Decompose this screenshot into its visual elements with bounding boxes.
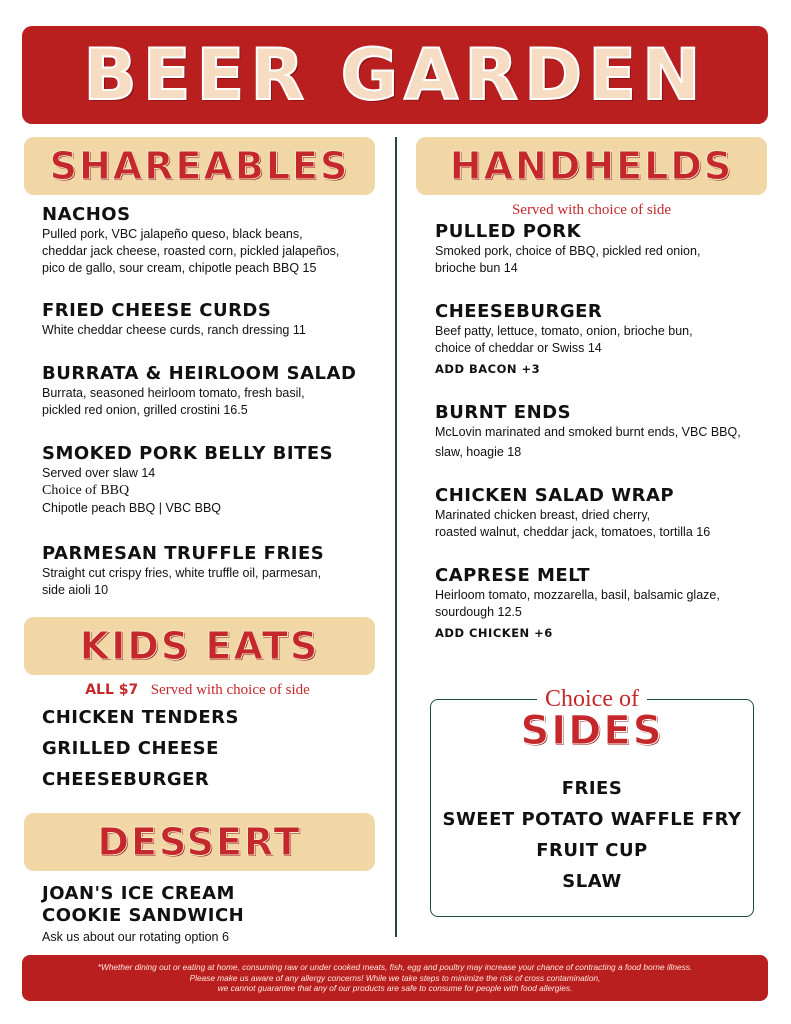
- menu-item-burrata-salad: [42, 363, 356, 419]
- menu-item-pulled-pork: [435, 221, 700, 277]
- handhelds-heading: HANDHELDS: [449, 144, 734, 188]
- item-desc-line: Served over slaw 14: [42, 466, 156, 480]
- item-desc-line: Pulled pork, VBC jalapeño queso, black beans,: [42, 227, 303, 241]
- side-item: FRUIT CUP: [536, 840, 648, 861]
- handhelds-header: [416, 137, 767, 195]
- item-desc-line: Straight cut crispy fries, white truffle oil, parmesan,: [42, 566, 322, 580]
- menu-item-nachos: [42, 204, 339, 277]
- sides-list: [430, 773, 754, 897]
- allergy-disclaimer: [22, 955, 768, 1001]
- sides-heading: SIDES: [520, 708, 664, 754]
- menu-item-pork-belly-bites: [42, 443, 333, 517]
- item-desc-line: Heirloom tomato, mozzarella, basil, balsamic glaze,: [435, 588, 720, 602]
- item-desc-line: cheddar jack cheese, roasted corn, pickled jalapeños,: [42, 244, 340, 258]
- item-name: FRIED CHEESE CURDS: [42, 300, 272, 321]
- column-divider: [395, 137, 397, 937]
- item-desc-line: side aioli 10: [42, 583, 109, 597]
- item-name: NACHOS: [42, 204, 131, 225]
- side-item: SWEET POTATO WAFFLE FRY: [442, 809, 742, 830]
- item-desc-line: slaw, hoagie 18: [435, 445, 522, 459]
- kids-side-note: Served with choice of side: [150, 682, 310, 698]
- item-desc-line: White cheddar cheese curds, ranch dressing 11: [42, 323, 306, 337]
- title-banner: [22, 26, 768, 124]
- item-desc-line: Marinated chicken breast, dried cherry,: [435, 508, 651, 522]
- menu-item-truffle-fries: [42, 543, 324, 599]
- kids-note: [0, 681, 395, 699]
- kids-price-note: ALL $7: [85, 682, 139, 698]
- item-desc-line: Burrata, seasoned heirloom tomato, fresh basil,: [42, 386, 305, 400]
- item-name: SMOKED PORK BELLY BITES: [42, 443, 334, 464]
- disclaimer-line: Please make us aware of any allergy concerns! While we take steps to minimize the risk of cross contamination,: [189, 972, 601, 983]
- item-name-line: COOKIE SANDWICH: [42, 905, 245, 926]
- item-desc-line: Smoked pork, choice of BBQ, pickled red onion,: [435, 244, 701, 258]
- kids-header: [24, 617, 375, 675]
- bbq-choice-options: Chipotle peach BBQ | VBC BBQ: [42, 501, 222, 515]
- side-item: FRIES: [561, 778, 623, 799]
- item-name: CHEESEBURGER: [435, 301, 603, 322]
- menu-item-caprese-melt: [435, 565, 720, 640]
- menu-item-chicken-salad-wrap: [435, 485, 710, 541]
- item-name: PULLED PORK: [435, 221, 582, 242]
- item-desc-line: sourdough 12.5: [435, 605, 522, 619]
- item-desc-line: Beef patty, lettuce, tomato, onion, brioche bun,: [435, 324, 693, 338]
- item-name: PARMESAN TRUFFLE FRIES: [42, 543, 325, 564]
- shareables-heading: SHAREABLES: [49, 144, 350, 188]
- item-desc-line: pickled red onion, grilled crostini 16.5: [42, 403, 248, 417]
- item-name: BURRATA & HEIRLOOM SALAD: [42, 363, 357, 384]
- sides-choice-label: Choice of: [537, 686, 647, 712]
- kids-item: CHICKEN TENDERS: [42, 707, 239, 728]
- handhelds-side-note: Served with choice of side: [511, 202, 672, 218]
- page-title: BEER GARDEN: [83, 34, 707, 116]
- bbq-choice-label: Choice of BBQ: [42, 483, 130, 498]
- dessert-heading: DESSERT: [97, 820, 302, 864]
- addon-bacon: ADD BACON +3: [435, 362, 541, 376]
- item-name: CAPRESE MELT: [435, 565, 590, 586]
- dessert-header: [24, 813, 375, 871]
- item-name: BURNT ENDS: [435, 402, 572, 423]
- kids-heading: KIDS EATS: [79, 624, 320, 668]
- handhelds-note: [416, 201, 767, 219]
- item-desc-line: Ask us about our rotating option 6: [42, 930, 229, 944]
- item-desc-line: choice of cheddar or Swiss 14: [435, 341, 602, 355]
- menu-item-ice-cream-sandwich: [42, 883, 244, 946]
- item-desc-line: pico de gallo, sour cream, chipotle peach BBQ 15: [42, 261, 317, 275]
- kids-item: CHEESEBURGER: [42, 769, 210, 790]
- menu-item-fried-cheese-curds: [42, 300, 306, 339]
- kids-item: GRILLED CHEESE: [42, 738, 219, 759]
- menu-item-cheeseburger: [435, 301, 693, 376]
- disclaimer-line: *Whether dining out or eating at home, consuming raw or under cooked meats, fish, egg and poultry may increase your chance of contracting a food borne illness.: [97, 962, 693, 973]
- item-desc-line: roasted walnut, cheddar jack, tomatoes, tortilla 16: [435, 525, 711, 539]
- item-desc-line: McLovin marinated and smoked burnt ends, VBC BBQ,: [435, 425, 741, 439]
- item-name-line: JOAN'S ICE CREAM: [42, 883, 235, 904]
- menu-item-burnt-ends: [435, 402, 741, 461]
- shareables-header: [24, 137, 375, 195]
- addon-chicken: ADD CHICKEN +6: [435, 626, 553, 640]
- disclaimer-line: we cannot guarantee that any of our products are safe to consume for people with food allergies.: [217, 983, 573, 994]
- side-item: SLAW: [562, 871, 622, 892]
- item-desc-line: brioche bun 14: [435, 261, 518, 275]
- item-name: CHICKEN SALAD WRAP: [435, 485, 675, 506]
